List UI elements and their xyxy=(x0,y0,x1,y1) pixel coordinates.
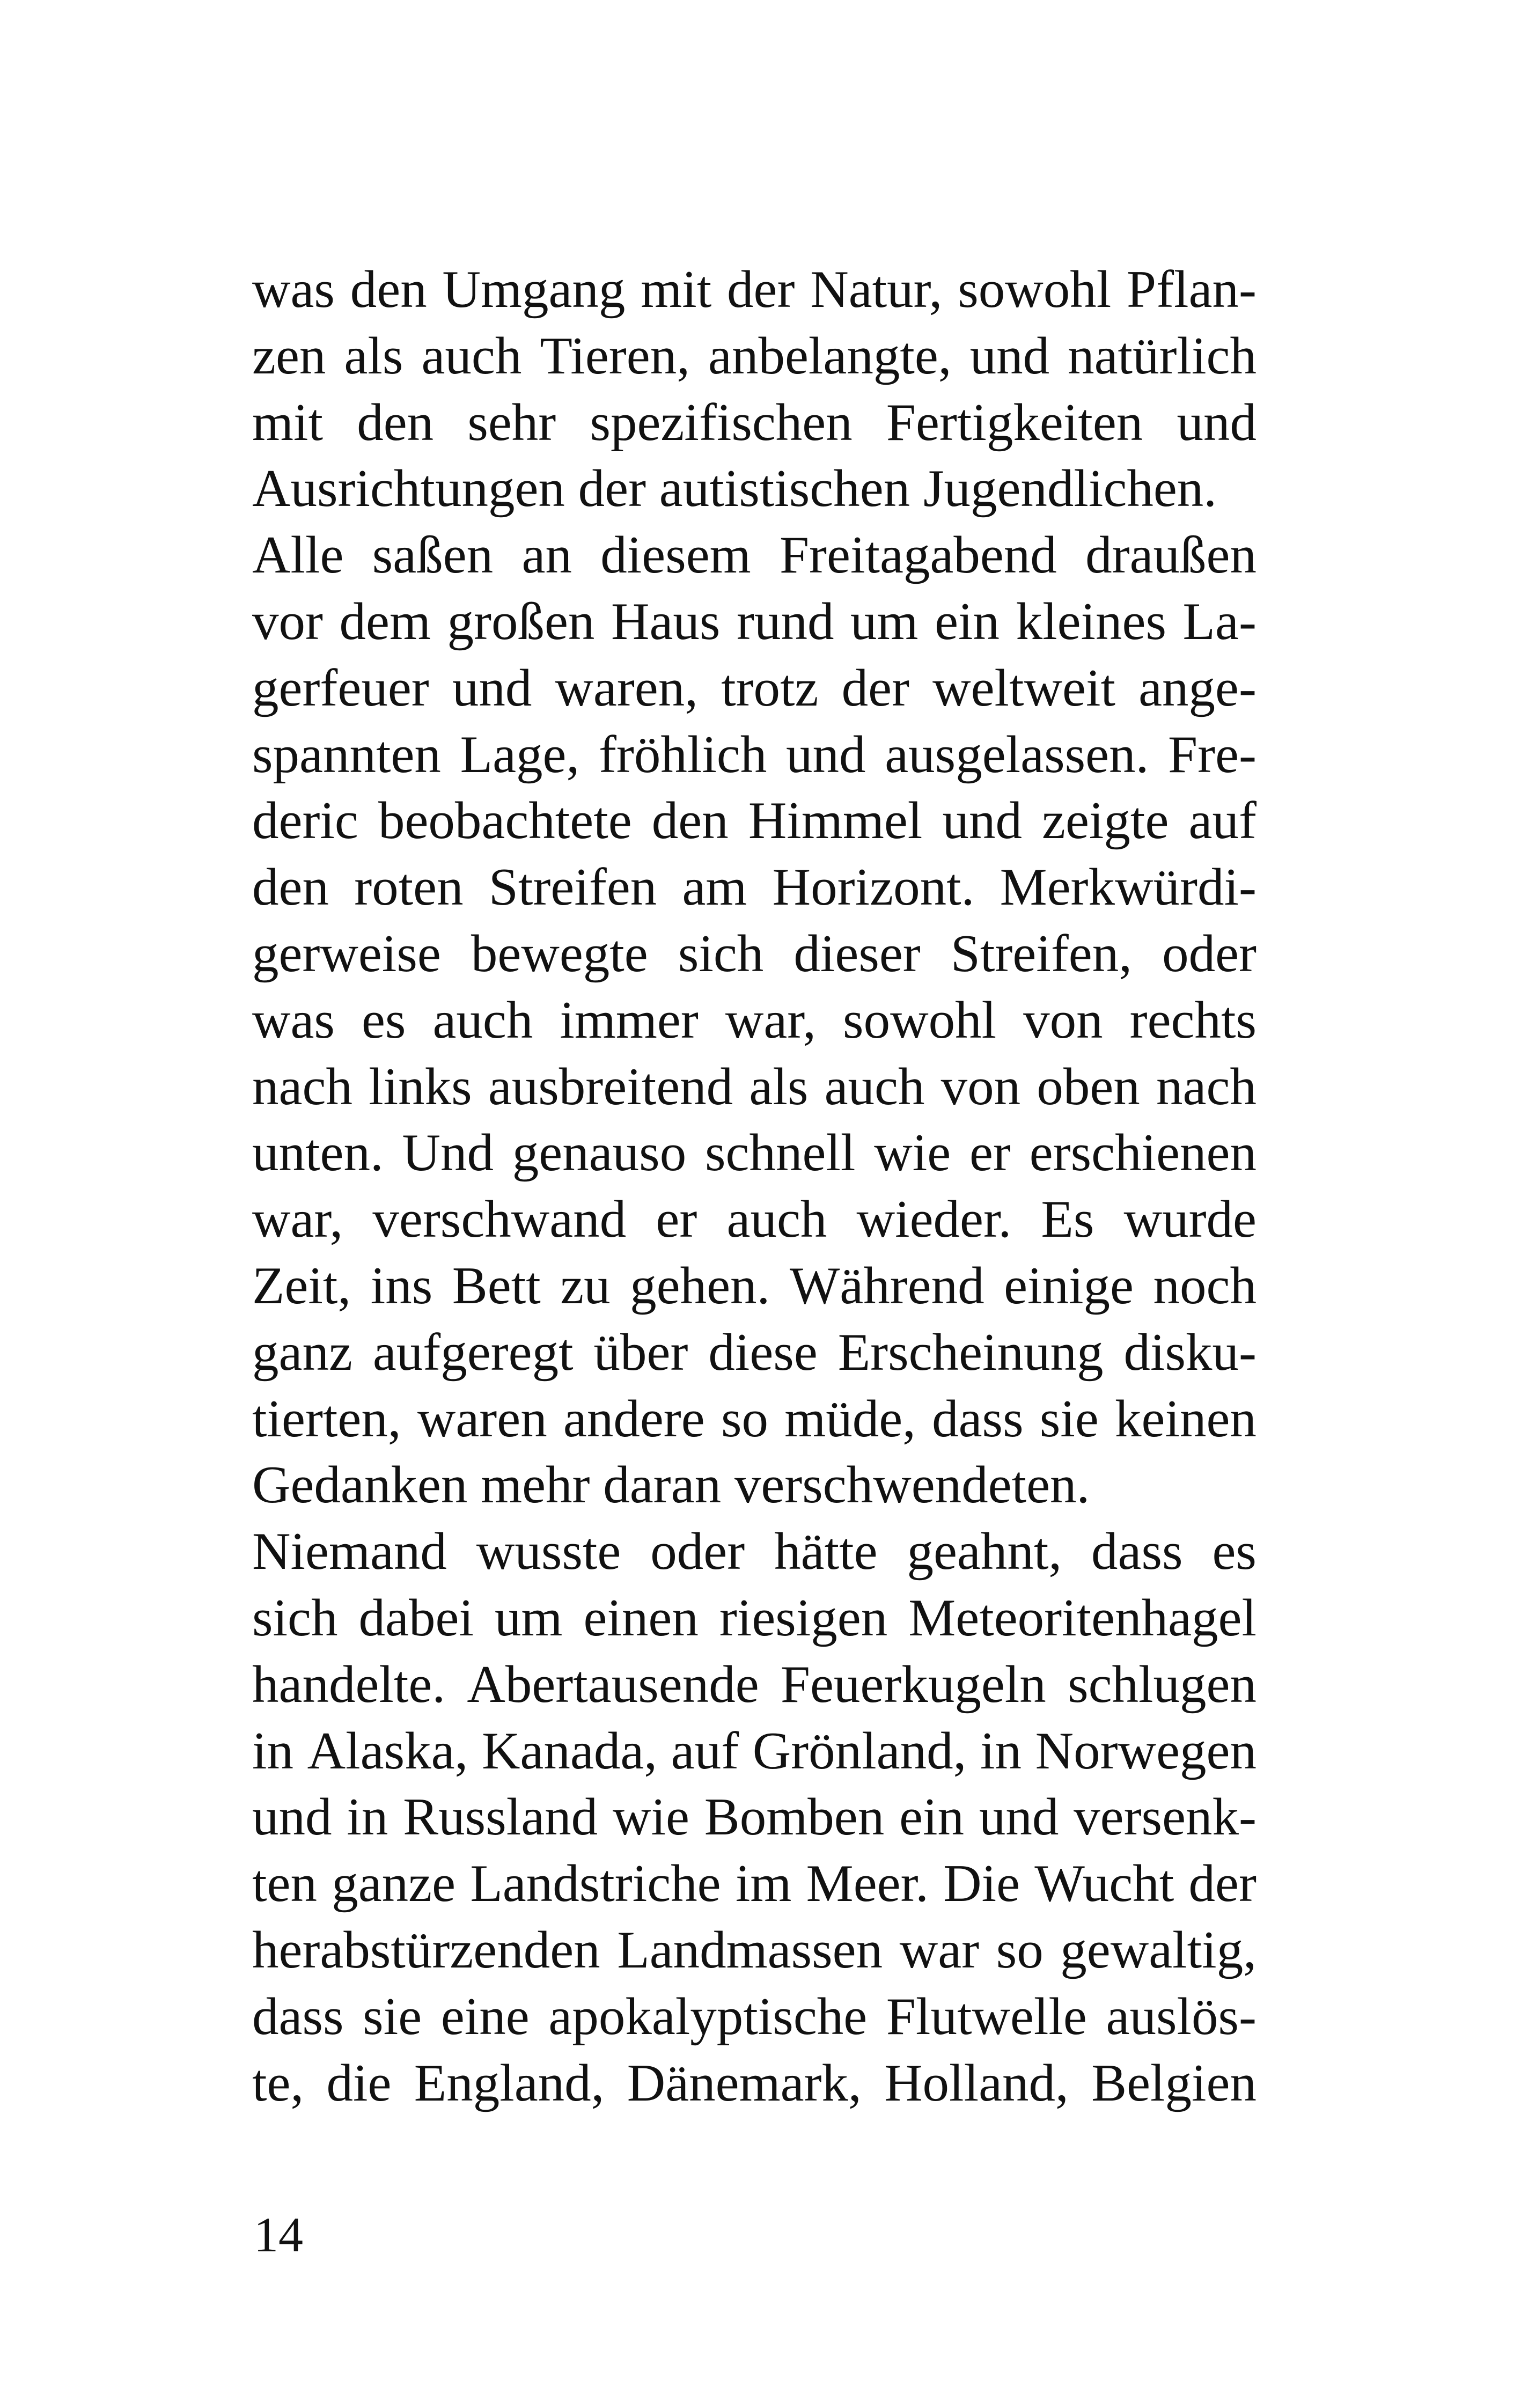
text-line: Ausrichtungen der autistischen Jugendlichen. xyxy=(252,459,1217,518)
text-line: Niemand wusste oder hätte geahnt, dass es xyxy=(252,1522,1257,1581)
text-line: was es auch immer war, sowohl von rechts xyxy=(252,990,1257,1049)
text-line: gerfeuer und waren, trotz der weltweit ange- xyxy=(252,658,1257,717)
text-line: in Alaska, Kanada, auf Grönland, in Norwegen xyxy=(252,1721,1257,1780)
text-line: herabstürzenden Landmassen war so gewaltig, xyxy=(252,1920,1257,1979)
page-number: 14 xyxy=(254,2207,303,2262)
paragraph xyxy=(252,522,1257,1518)
text-line: unten. Und genauso schnell wie er erschienen xyxy=(252,1124,1257,1183)
text-line: was den Umgang mit der Natur, sowohl Pflan- xyxy=(252,260,1257,319)
paragraph xyxy=(252,1518,1257,2116)
text-line: Gedanken mehr daran verschwendeten. xyxy=(252,1456,1090,1515)
text-line: handelte. Abertausende Feuerkugeln schlugen xyxy=(252,1655,1257,1714)
text-line: war, verschwand er auch wieder. Es wurde xyxy=(252,1190,1257,1249)
text-line: spannten Lage, fröhlich und ausgelassen. Fre- xyxy=(252,725,1257,784)
text-line: den roten Streifen am Horizont. Merkwürdi- xyxy=(252,858,1257,917)
text-line: dass sie eine apokalyptische Flutwelle auslös- xyxy=(252,1987,1257,2046)
text-line: gerweise bewegte sich dieser Streifen, oder xyxy=(252,924,1257,983)
text-line: ten ganze Landstriche im Meer. Die Wucht der xyxy=(252,1854,1257,1913)
text-line: ganz aufgeregt über diese Erscheinung disku- xyxy=(252,1323,1257,1382)
text-line: sich dabei um einen riesigen Meteoritenhagel xyxy=(252,1588,1257,1647)
text-line: deric beobachtete den Himmel und zeigte auf xyxy=(252,791,1257,850)
body-text xyxy=(252,256,1257,2116)
text-line: und in Russland wie Bomben ein und versenk- xyxy=(252,1788,1257,1847)
text-line: te, die England, Dänemark, Holland, Belgien xyxy=(252,2053,1257,2112)
paragraph xyxy=(252,256,1257,522)
text-line: zen als auch Tieren, anbelangte, und natürlich xyxy=(252,326,1257,385)
text-line: Alle saßen an diesem Freitagabend draußen xyxy=(252,526,1257,585)
text-line: vor dem großen Haus rund um ein kleines La- xyxy=(252,592,1257,651)
text-line: nach links ausbreitend als auch von oben nach xyxy=(252,1057,1257,1116)
text-line: tierten, waren andere so müde, dass sie keinen xyxy=(252,1389,1257,1448)
text-line: mit den sehr spezifischen Fertigkeiten und xyxy=(252,393,1257,452)
text-line: Zeit, ins Bett zu gehen. Während einige noch xyxy=(252,1256,1257,1315)
